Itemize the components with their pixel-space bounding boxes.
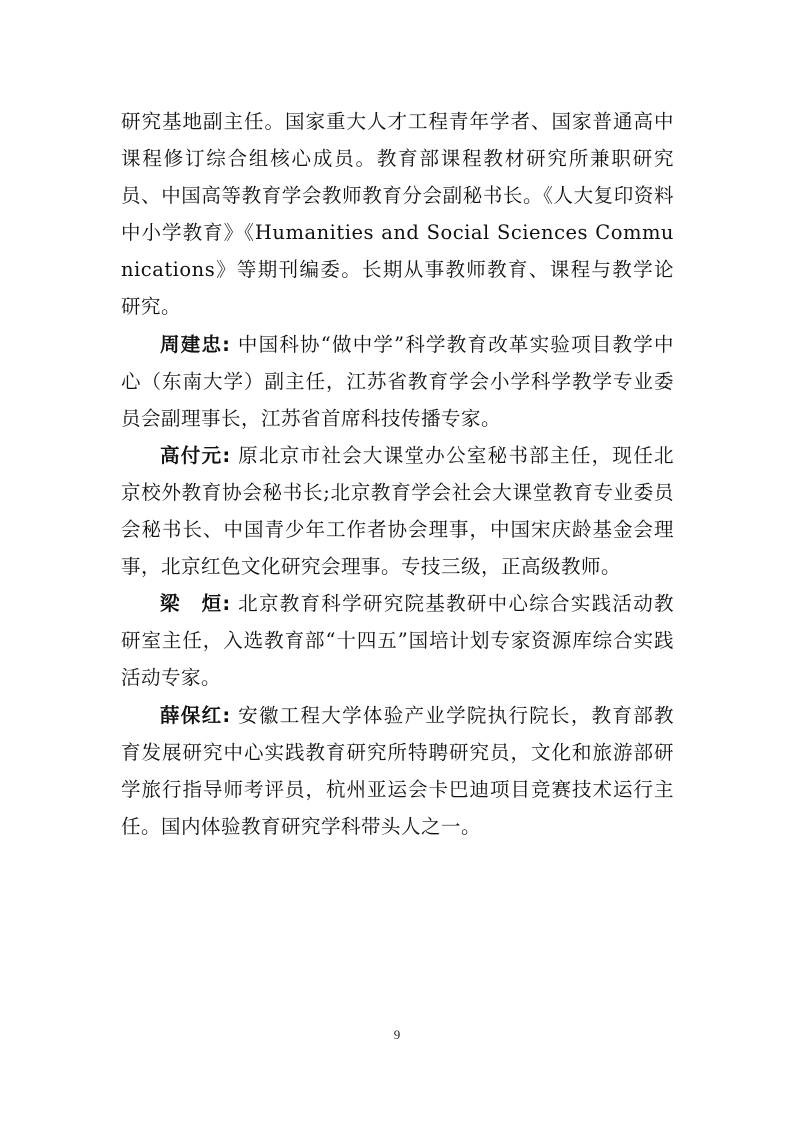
bio-paragraph-liang [121, 585, 674, 696]
bio-text-zhou: 中国科协“做中学”科学教育改革实验项目教学中心（东南大学）副主任，江苏省教育学会小学科学教学专业委员会副理事长，江苏省首席科技传播专家。 [121, 332, 674, 430]
bio-paragraph-zhou [121, 326, 674, 437]
bio-paragraph-xue [121, 697, 674, 845]
bio-text-xue: 安徽工程大学体验产业学院执行院长，教育部教育发展研究中心实践教育研究所特聘研究员，文化和旅游部研学旅行指导师考评员，杭州亚运会卡巴迪项目竞赛技术运行主任。国内体验教育研究学科带头人之一。 [121, 703, 674, 838]
page-number: 9 [393, 1027, 401, 1042]
bio-text-gao: 原北京市社会大课堂办公室秘书部主任，现任北京校外教育协会秘书长;北京教育学会社会大课堂教育专业委员会秘书长、中国青少年工作者协会理事，中国宋庆龄基金会理事，北京红色文化研究会理事。专技三级，正高级教师。 [121, 443, 674, 579]
bio-name-gao: 高付元: [160, 443, 231, 467]
bio-paragraph-gao [121, 437, 674, 585]
bio-text-liang: 北京教育科学研究院基教研中心综合实践活动教研室主任，入选教育部“十四五”国培计划专家资源库综合实践活动专家。 [121, 592, 674, 690]
bio-name-zhou: 周建忠: [160, 332, 231, 356]
bio-name-liang: 梁 烜: [160, 592, 231, 616]
document-body [121, 103, 674, 845]
bio-name-xue: 薛保红: [160, 703, 231, 727]
intro-paragraph: 研究基地副主任。国家重大人才工程青年学者、国家普通高中课程修订综合组核心成员。教育部课程教材研究所兼职研究员、中国高等教育学会教师教育分会副秘书长。《人大复印资料 中小学教育》《Humanities and Social Sciences Communications》等期刊编委。长期从事教师教育、课程与教学论研究。 [121, 110, 674, 319]
